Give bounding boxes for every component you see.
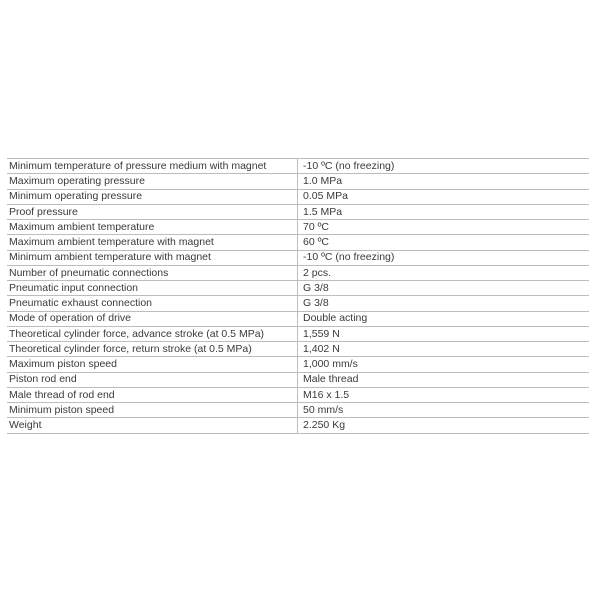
table-row bbox=[7, 418, 589, 433]
spec-label: Minimum operating pressure bbox=[7, 189, 298, 204]
spec-label: Weight bbox=[7, 418, 298, 433]
spec-value: 1.0 MPa bbox=[303, 175, 343, 188]
spec-label: Maximum ambient temperature with magnet bbox=[7, 235, 298, 250]
spec-label: Minimum temperature of pressure medium with magnet bbox=[7, 159, 298, 174]
table-row bbox=[7, 250, 589, 265]
spec-value: Double acting bbox=[303, 312, 368, 325]
table-row bbox=[7, 372, 589, 387]
spec-value: M16 x 1.5 bbox=[303, 388, 350, 401]
table-row bbox=[7, 159, 589, 174]
spec-value: 1,402 N bbox=[303, 342, 340, 355]
spec-value: 1.5 MPa bbox=[303, 205, 343, 218]
table-row bbox=[7, 220, 589, 235]
spec-value: 1,000 mm/s bbox=[303, 358, 358, 371]
table-row bbox=[7, 189, 589, 204]
table-row bbox=[7, 204, 589, 219]
spec-label: Proof pressure bbox=[7, 204, 298, 219]
spec-value: 1,559 N bbox=[303, 327, 340, 340]
table-row bbox=[7, 235, 589, 250]
spec-label: Theoretical cylinder force, advance stroke (at 0.5 MPa) bbox=[7, 326, 298, 341]
table-row bbox=[7, 403, 589, 418]
spec-label: Maximum ambient temperature bbox=[7, 220, 298, 235]
spec-value: 50 mm/s bbox=[303, 403, 344, 416]
spec-label: Minimum piston speed bbox=[7, 403, 298, 418]
spec-label: Number of pneumatic connections bbox=[7, 265, 298, 280]
spec-label: Minimum ambient temperature with magnet bbox=[7, 250, 298, 265]
table-row bbox=[7, 174, 589, 189]
spec-label: Male thread of rod end bbox=[7, 387, 298, 402]
spec-label: Theoretical cylinder force, return stroke (at 0.5 MPa) bbox=[7, 342, 298, 357]
table-row bbox=[7, 387, 589, 402]
spec-value: Male thread bbox=[303, 373, 359, 386]
spec-label: Pneumatic exhaust connection bbox=[7, 296, 298, 311]
spec-value: -10 ºC (no freezing) bbox=[303, 159, 395, 172]
spec-value: 0.05 MPa bbox=[303, 190, 348, 203]
spec-label: Pneumatic input connection bbox=[7, 281, 298, 296]
table-row bbox=[7, 296, 589, 311]
table-row bbox=[7, 281, 589, 296]
table-row bbox=[7, 357, 589, 372]
table-row bbox=[7, 326, 589, 341]
spec-label: Mode of operation of drive bbox=[7, 311, 298, 326]
spec-value: -10 ºC (no freezing) bbox=[303, 251, 395, 264]
spec-value: G 3/8 bbox=[303, 281, 329, 294]
spec-label: Piston rod end bbox=[7, 372, 298, 387]
table-row bbox=[7, 265, 589, 280]
spec-value: G 3/8 bbox=[303, 297, 329, 310]
spec-value: 60 ºC bbox=[303, 236, 330, 249]
spec-label: Maximum piston speed bbox=[7, 357, 298, 372]
spec-label: Maximum operating pressure bbox=[7, 174, 298, 189]
spec-value: 2.250 Kg bbox=[303, 419, 346, 432]
table-row bbox=[7, 311, 589, 326]
spec-value: 2 pcs. bbox=[303, 266, 332, 279]
specification-table bbox=[7, 158, 589, 434]
table-row bbox=[7, 342, 589, 357]
spec-value: 70 ºC bbox=[303, 220, 330, 233]
